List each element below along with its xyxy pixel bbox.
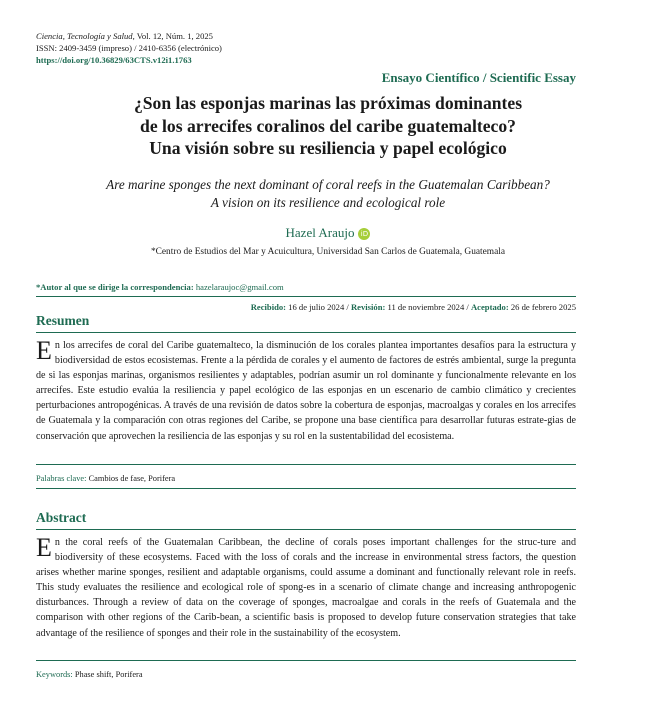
- abstract-heading: Abstract: [36, 510, 87, 525]
- orcid-icon[interactable]: iD: [358, 228, 370, 240]
- keywords-es-label: Palabras clave:: [36, 474, 87, 483]
- divider: [36, 660, 576, 661]
- correspondence-label: *Autor al que se dirige la correspondencia:: [36, 282, 194, 292]
- date-separator: /: [464, 302, 471, 312]
- resumen-body: n los arrecifes de coral del Caribe guatemalteco, la disminución de los corales plantea importantes desafíos para la estructura y biodiversidad de estos ecosistemas. Frente a la pérdida de corales y el aumento de factores de estrés ambiental, surge la pregunta de si las esponjas marinas, organismos resilientes y adaptables, podrían asumir un rol dominante y funcionalmente relevante en los arrecifes. Este estudio evalúa la resiliencia y papel ecológico de las esponjas en un escenario de cambio climático y crecientes perturbaciones antropogénicas. A través de una revisión de datos sobre la cobertura de esponjas, macroalgas y corales en los arrecifes de Guatemala y la comparación con otras regiones del Caribe, se propone una base científica para desarrollar futuras estrate-gias de conservación que aprovechen la resiliencia de las esponjas y su rol en la sustentabilidad del ecosistema.: [36, 340, 576, 442]
- divider: [36, 332, 576, 333]
- revision-date: 11 de noviembre 2024: [387, 302, 465, 312]
- title-en-line-2: A vision on its resilience and ecological role: [210, 195, 446, 210]
- divider: [36, 464, 576, 465]
- accepted-date: 26 de febrero 2025: [510, 302, 576, 312]
- affiliation: *Centro de Estudios del Mar y Acuicultura, Universidad San Carlos de Guatemala, Guatemala: [150, 247, 506, 257]
- keywords-es-value: Cambios de fase, Porifera: [88, 474, 176, 483]
- divider: [36, 488, 576, 489]
- accepted-label: Aceptado:: [470, 302, 509, 312]
- title-en-line-1: Are marine sponges the next dominant of coral reefs in the Guatemalan Caribbean?: [106, 177, 550, 192]
- journal-issue: , Vol. 12, Núm. 1, 2025: [132, 31, 213, 41]
- received-label: Recibido:: [250, 302, 287, 312]
- revision-label: Revisión:: [350, 302, 386, 312]
- title-english: [36, 176, 620, 212]
- author-name: Hazel Araujo: [285, 225, 355, 240]
- journal-header: [36, 30, 222, 66]
- abstract-text: [36, 535, 576, 641]
- journal-name: Ciencia, Tecnología y Salud: [36, 31, 133, 41]
- title-es-line-3: Una visión sobre su resiliencia y papel ecológico: [149, 138, 507, 158]
- title-es-line-1: ¿Son las esponjas marinas las próximas dominantes: [133, 93, 523, 113]
- title-spanish: [36, 92, 620, 160]
- correspondence-email[interactable]: hazelaraujoc@gmail.com: [195, 282, 284, 292]
- correspondence: [36, 282, 284, 292]
- keywords-en-value: Phase shift, Porifera: [74, 670, 143, 679]
- title-es-line-2: de los arrecifes coralinos del caribe guatemalteco?: [140, 115, 516, 136]
- abstract-body: n the coral reefs of the Guatemalan Caribbean, the decline of corals poses important challenges for the struc-ture and biodiversity of these ecosystems. Faced with the loss of corals and the increase in environmental stress factors, the question arises whether marine sponges, resilient and adaptable organisms, could assume a dominant and functionally relevant role in reefs. This study evaluates the resilience and ecological role of spong-es in a scenario of climate change and increasing anthropogenic disturbances. Through a review of data on the coverage of sponges, macroalgae and corals in the reefs of Guatemala and the comparison with other regions of the Carib-bean, a scientific basis is proposed to develop future conservation strategies that take advantage of the resilience of sponges and their role in the sustainability of the ecosystem.: [36, 537, 576, 639]
- keywords-es: [36, 474, 175, 483]
- journal-issn: ISSN: 2409-3459 (impreso) / 2410-6356 (electrónico): [36, 43, 222, 53]
- article-type: Ensayo Científico / Scientific Essay: [381, 70, 576, 85]
- dropcap: E: [36, 336, 52, 365]
- resumen-heading: Resumen: [36, 313, 90, 328]
- date-separator: /: [344, 302, 351, 312]
- divider: [36, 529, 576, 530]
- keywords-en-label: Keywords:: [36, 670, 73, 679]
- keywords-en: [36, 670, 143, 679]
- dropcap: E: [36, 533, 52, 562]
- resumen-text: [36, 338, 576, 444]
- received-date: 16 de julio 2024: [288, 302, 345, 312]
- dates-line: [251, 302, 576, 312]
- author-line: [36, 225, 620, 241]
- divider: [36, 296, 576, 297]
- doi-link[interactable]: https://doi.org/10.36829/63CTS.v12i1.1763: [36, 55, 192, 65]
